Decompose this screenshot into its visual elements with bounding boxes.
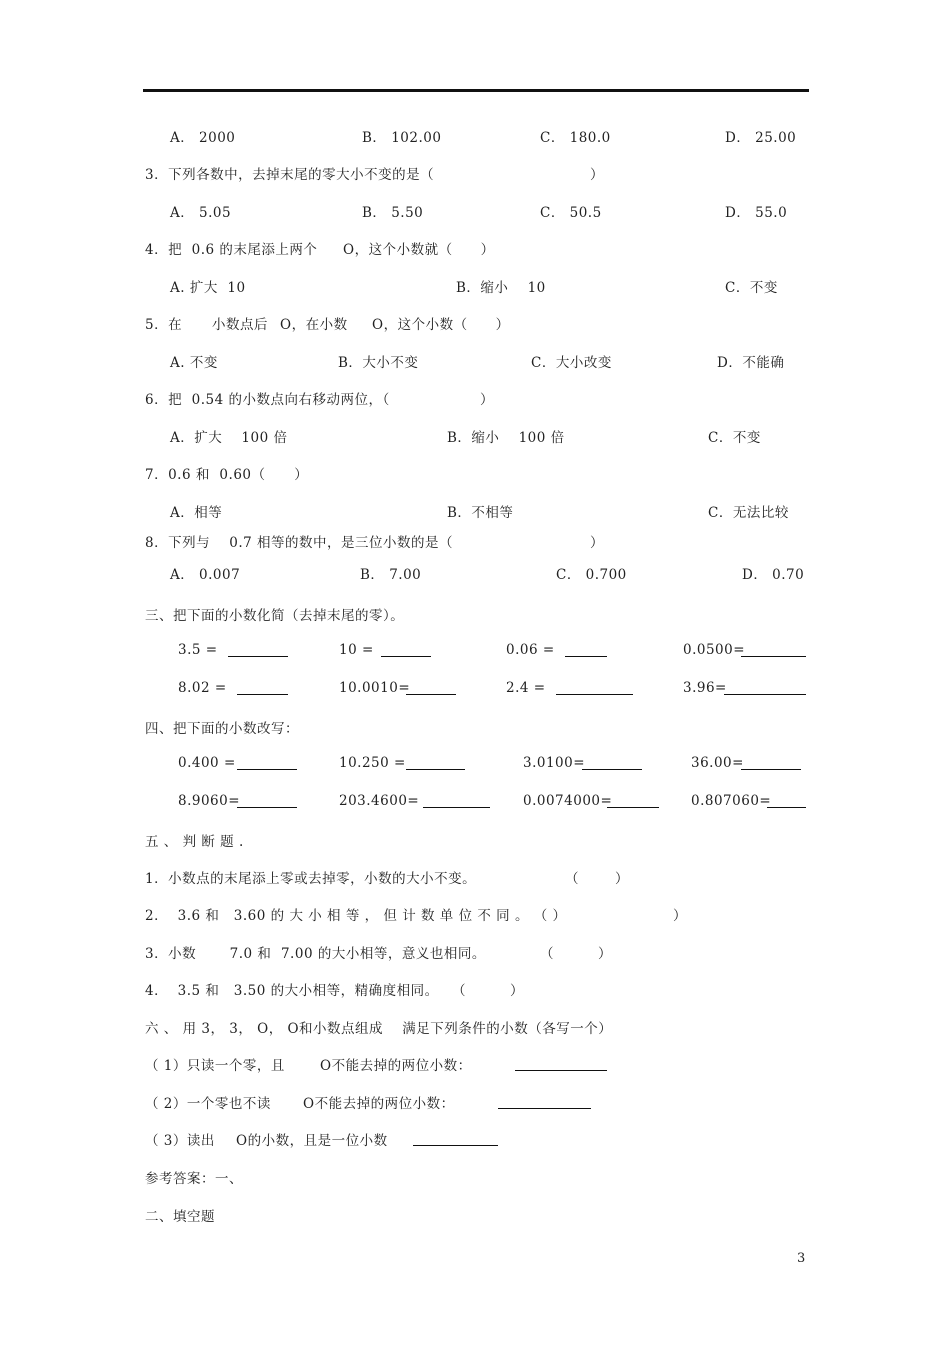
simplify-row-1: 3.5 = 10 = 0.06 = 0.0500= xyxy=(0,642,950,662)
answer-blank[interactable] xyxy=(515,1070,607,1071)
q3-options xyxy=(0,201,950,221)
section-rewrite-heading: 四、把下面的小数改写： xyxy=(145,721,299,737)
option-c: C．无法比较 xyxy=(708,505,789,521)
option-c: C． 180.0 xyxy=(540,130,611,146)
option-a: A． 5.05 xyxy=(170,205,232,221)
option-a: A． 0.007 xyxy=(170,567,241,583)
answer-blank[interactable] xyxy=(607,807,659,808)
rewrite-row-1: 0.400 = 10.250 = 3.0100= 36.00= xyxy=(0,755,950,775)
answer-blank[interactable] xyxy=(423,807,490,808)
answer-blank[interactable] xyxy=(582,769,642,770)
option-a: A．相等 xyxy=(170,505,223,521)
option-a: A. 扩大 10 xyxy=(170,280,246,296)
option-d: D．不能确 xyxy=(717,355,785,371)
section-simplify-heading: 三、把下面的小数化简（去掉末尾的零）。 xyxy=(145,608,405,624)
write-item-1: （ 1）只读一个零，且 O不能去掉的两位小数： xyxy=(0,1054,950,1074)
rewrite-row-2: 8.9060= 203.4600= 0.0074000= 0.807060= xyxy=(0,793,950,813)
option-a: A．扩大 100 倍 xyxy=(170,430,288,446)
option-b: B．大小不变 xyxy=(338,355,419,371)
answer-blank[interactable] xyxy=(767,807,806,808)
q5-options xyxy=(0,351,950,371)
section-judge-heading: 五 、 判 断 题 . xyxy=(145,834,244,850)
option-c: C．不变 xyxy=(725,280,778,296)
answer-blank[interactable] xyxy=(556,694,633,695)
header-rule xyxy=(143,89,809,92)
q6-stem: 6．把 0.54 的小数点向右移动两位，（ ） xyxy=(145,392,494,408)
q6-options xyxy=(0,426,950,446)
q3-stem: 3．下列各数中，去掉末尾的零大小不变的是（ ） xyxy=(145,167,604,183)
judge-item-3: 3．小数 7.0 和 7.00 的大小相等，意义也相同。 （ ） xyxy=(145,946,612,962)
judge-item-4: 4． 3.5 和 3.50 的大小相等，精确度相同。 （ ） xyxy=(145,983,524,999)
q7-options xyxy=(0,501,950,521)
answer-blank[interactable] xyxy=(381,656,431,657)
answer-blank[interactable] xyxy=(237,694,288,695)
answer-key-section: 二、填空题 xyxy=(145,1209,215,1225)
answer-blank[interactable] xyxy=(228,656,288,657)
option-b: B． 5.50 xyxy=(362,205,424,221)
answer-blank[interactable] xyxy=(237,807,297,808)
option-a: A. 不变 xyxy=(170,355,218,371)
simplify-row-2: 8.02 = 10.0010= 2.4 = 3.96= xyxy=(0,680,950,700)
answer-blank[interactable] xyxy=(406,694,456,695)
option-b: B．缩小 100 倍 xyxy=(447,430,565,446)
option-b: B．缩小 10 xyxy=(456,280,546,296)
option-a: A． 2000 xyxy=(170,130,236,146)
option-d: D． 55.0 xyxy=(725,205,788,221)
answer-blank[interactable] xyxy=(406,769,465,770)
section-write-heading: 六 、 用 3， 3， O， O和小数点组成 满足下列条件的小数（各写一个） xyxy=(145,1021,613,1037)
q8-options xyxy=(0,563,950,583)
judge-item-2: 2． 3.6 和 3.60 的 大 小 相 等 ， 但 计 数 单 位 不 同 。 （ ） ） xyxy=(145,908,687,924)
page-number: 3 xyxy=(797,1251,806,1266)
option-d: D． 25.00 xyxy=(725,130,797,146)
option-c: C．大小改变 xyxy=(531,355,612,371)
answer-blank[interactable] xyxy=(741,769,801,770)
answer-blank[interactable] xyxy=(565,656,607,657)
option-b: B． 7.00 xyxy=(360,567,422,583)
option-c: C．不变 xyxy=(708,430,761,446)
write-item-2: （ 2）一个零也不读 O不能去掉的两位小数： xyxy=(0,1092,950,1112)
option-c: C． 50.5 xyxy=(540,205,602,221)
option-d: D． 0.70 xyxy=(742,567,805,583)
q4-stem: 4．把 0.6 的末尾添上两个 O，这个小数就（ ） xyxy=(145,242,495,258)
answer-blank[interactable] xyxy=(724,694,806,695)
q7-stem: 7．0.6 和 0.60（ ） xyxy=(145,467,309,483)
q2-options xyxy=(0,126,950,146)
write-item-3: （ 3）读出 O的小数，且是一位小数 xyxy=(0,1129,950,1149)
option-b: B．不相等 xyxy=(447,505,514,521)
option-b: B． 102.00 xyxy=(362,130,442,146)
answer-key-label: 参考答案：一、 xyxy=(145,1171,243,1187)
answer-blank[interactable] xyxy=(413,1145,498,1146)
q8-stem: 8．下列与 0.7 相等的数中，是三位小数的是（ ） xyxy=(145,535,604,551)
q5-stem: 5．在 小数点后 O，在小数 O，这个小数（ ） xyxy=(145,317,510,333)
answer-blank[interactable] xyxy=(498,1108,591,1109)
answer-blank[interactable] xyxy=(237,769,297,770)
judge-item-1: 1．小数点的末尾添上零或去掉零，小数的大小不变。 （ ） xyxy=(145,871,629,887)
q4-options xyxy=(0,276,950,296)
option-c: C． 0.700 xyxy=(556,567,627,583)
answer-blank[interactable] xyxy=(741,656,806,657)
